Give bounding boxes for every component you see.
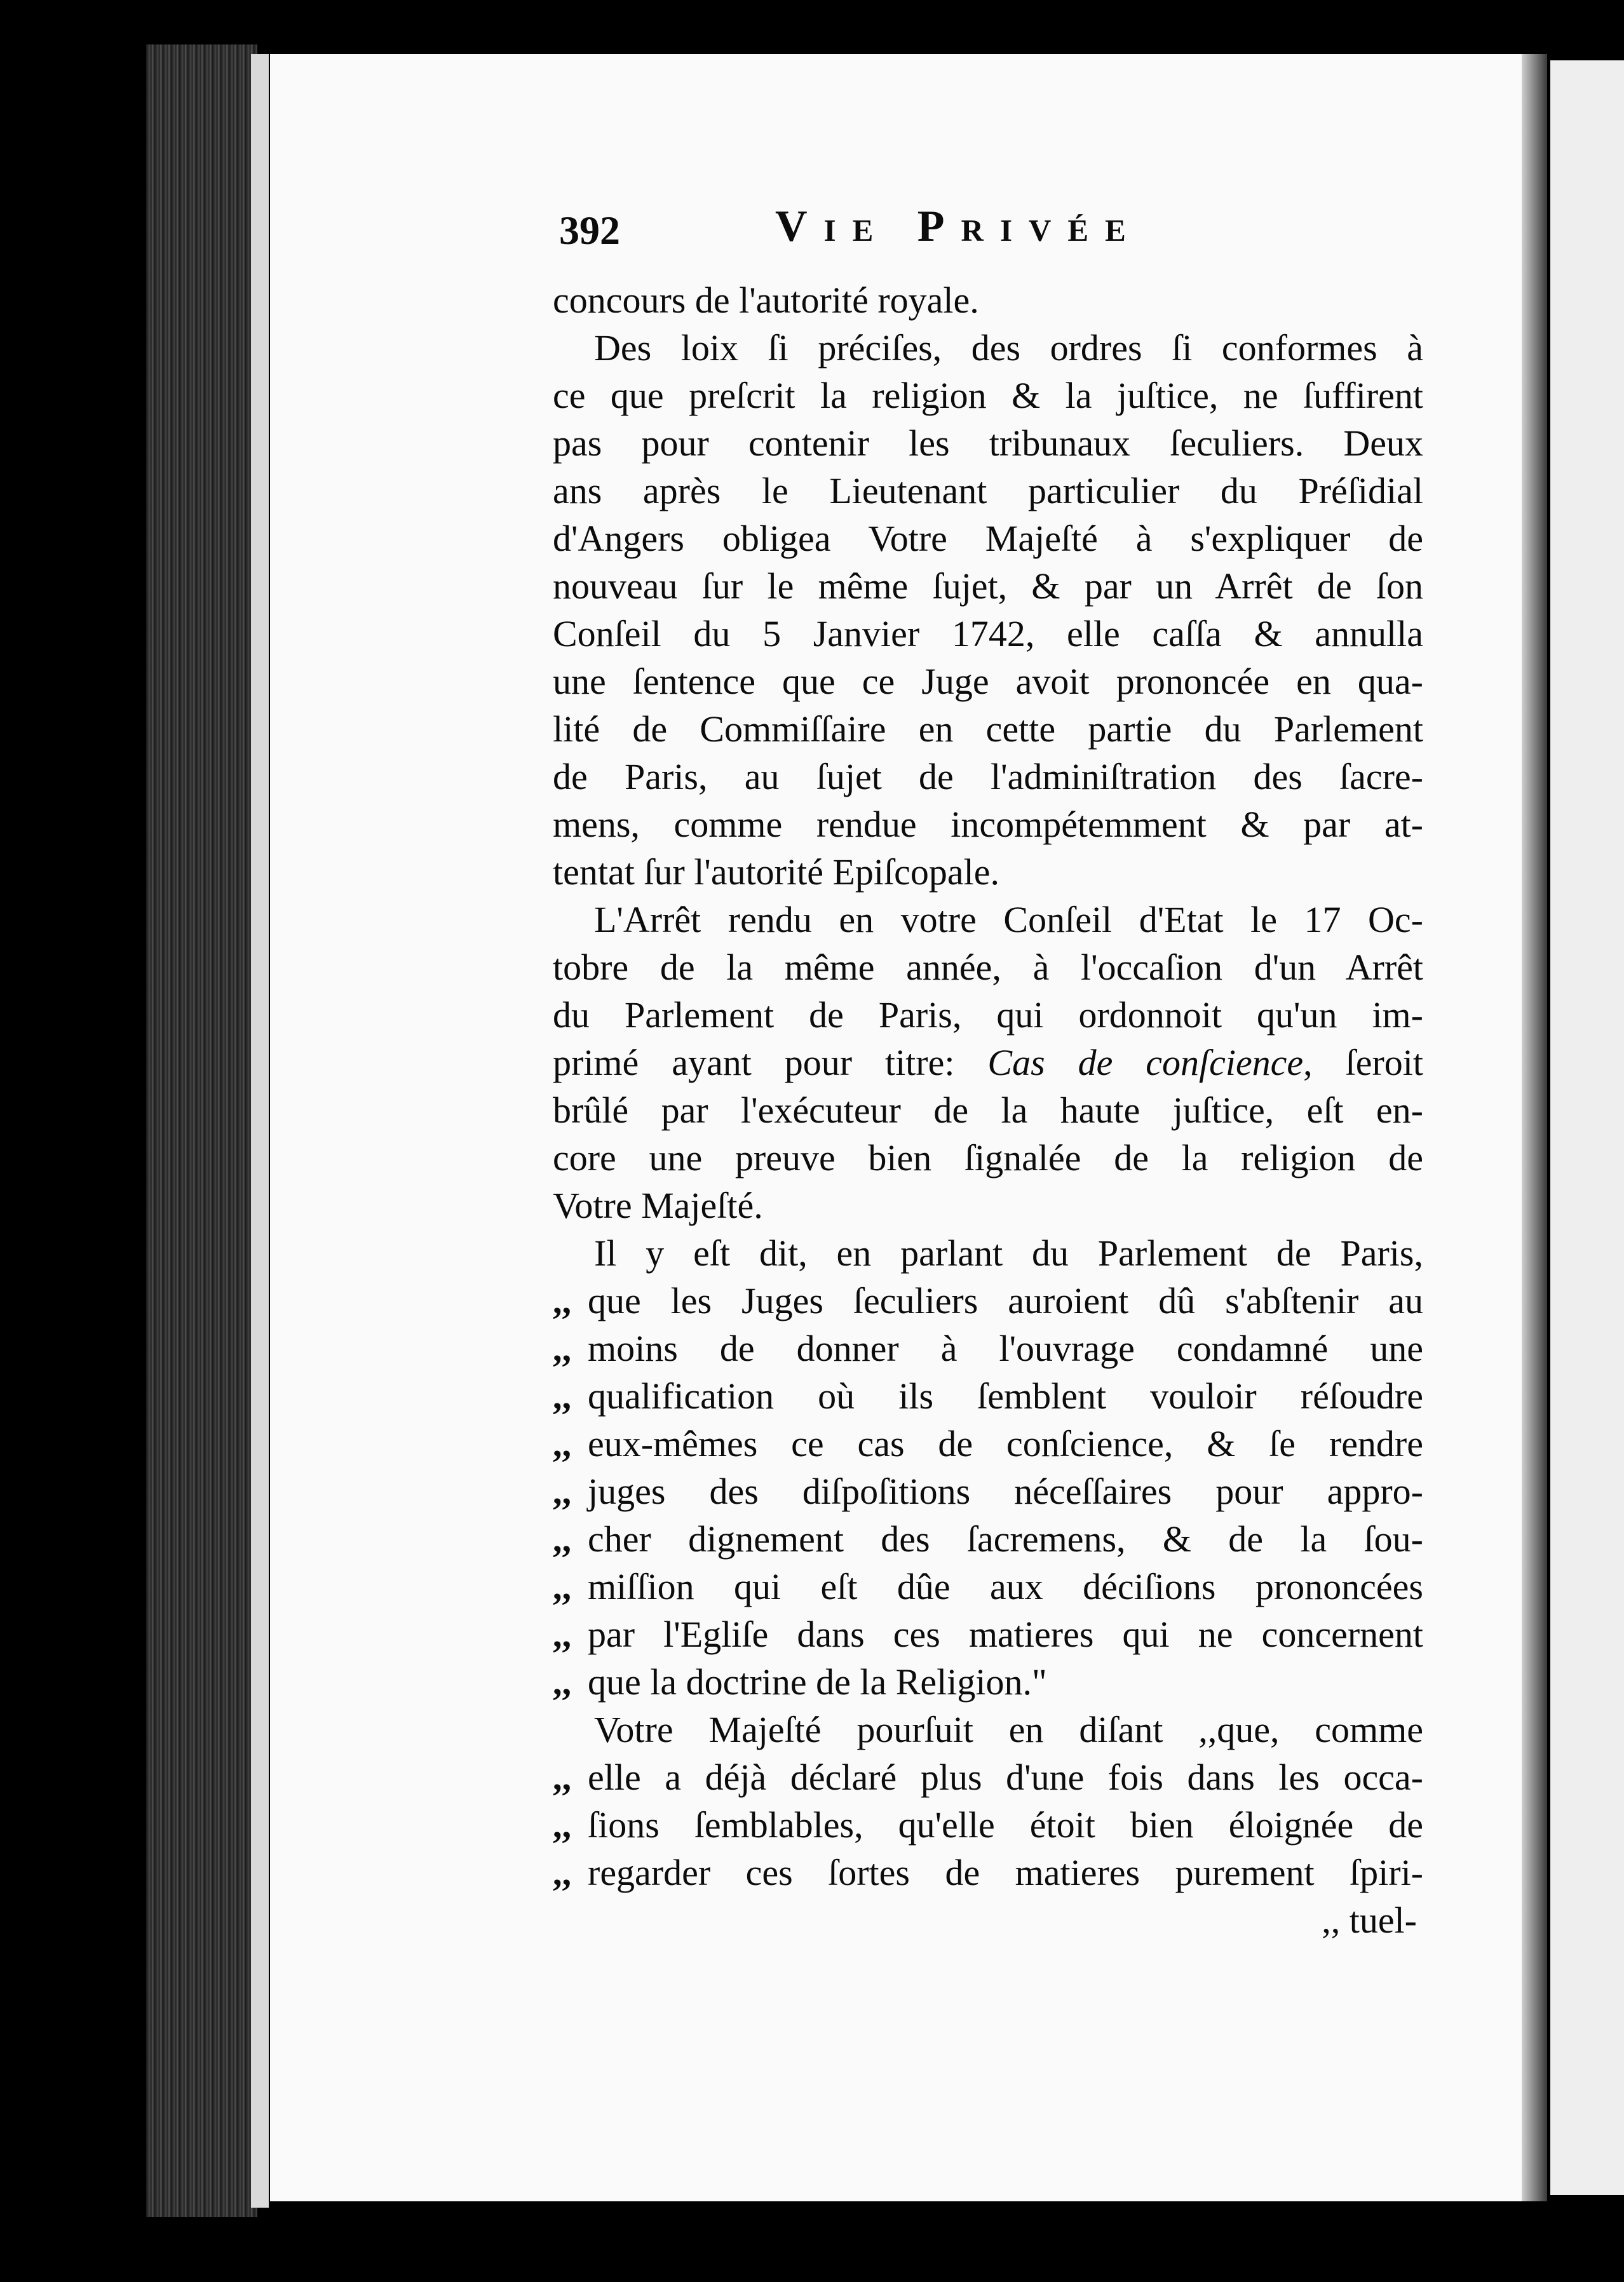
quote-mark: ,, [553, 1280, 571, 1321]
line-text: d'Angers obligea Votre Majeſté à s'expliquer de [553, 518, 1423, 559]
line-text: mens, comme rendue incompétemment & par at- [553, 804, 1423, 845]
line-text: eux-mêmes ce cas de conſcience, & ſe rendre [588, 1423, 1423, 1464]
text-line [553, 372, 1423, 419]
line-text: elle a déjà déclaré plus d'une fois dans les occa- [588, 1757, 1423, 1798]
page-text [553, 202, 1423, 1944]
page-header [553, 202, 1423, 276]
text-line [553, 324, 1423, 372]
line-text: que la doctrine de la Religion." [588, 1661, 1047, 1703]
quote-mark: ,, [553, 1852, 571, 1893]
text-line [553, 896, 1423, 943]
text-line [553, 515, 1423, 562]
line-text: pas pour contenir les tribunaux ſeculiers. Deux [553, 422, 1423, 464]
text-line [553, 1849, 1423, 1896]
text-line [553, 1706, 1423, 1753]
line-text: primé ayant pour titre: Cas de conſcience, ſeroit [553, 1042, 1423, 1083]
text-line [553, 991, 1423, 1039]
line-text: par l'Egliſe dans ces matieres qui ne concernent [588, 1614, 1423, 1655]
quote-mark: ,, [553, 1757, 571, 1798]
line-text: Votre Majeſté pourſuit en diſant ,,que, comme [594, 1709, 1423, 1750]
line-text: qualification où ils ſemblent vouloir réſoudre [588, 1375, 1423, 1417]
running-head: Vie Privée [775, 202, 1142, 251]
text-line [553, 1086, 1423, 1134]
line-text: moins de donner à l'ouvrage condamné une [588, 1328, 1423, 1369]
text-line [553, 1801, 1423, 1849]
line-text: L'Arrêt rendu en votre Conſeil d'Etat le 17 Oc- [594, 899, 1423, 940]
line-text: lité de Commiſſaire en cette partie du Parlement [553, 708, 1423, 750]
quote-mark: ,, [553, 1614, 571, 1655]
text-line [553, 1420, 1423, 1468]
line-text: du Parlement de Paris, qui ordonnoit qu'un im- [553, 994, 1423, 1036]
line-text: regarder ces ſortes de matieres purement ſpiri- [588, 1852, 1423, 1893]
text-line [553, 276, 1423, 324]
text-line [553, 1610, 1423, 1658]
line-text: tentat ſur l'autorité Epiſcopale. [553, 851, 999, 893]
text-line [553, 1372, 1423, 1420]
line-text: brûlé par l'exécuteur de la haute juſtice, eſt en- [553, 1090, 1423, 1131]
line-text: ans après le Lieutenant particulier du Préſidial [553, 470, 1423, 511]
page-edge [251, 54, 269, 2208]
text-line [553, 1515, 1423, 1563]
text-line [553, 610, 1423, 658]
line-text: juges des diſpoſitions néceſſaires pour appro- [588, 1471, 1423, 1512]
quote-mark: ,, [553, 1423, 571, 1464]
line-text: tobre de la même année, à l'occaſion d'un Arrêt [553, 947, 1423, 988]
line-text: ce que preſcrit la religion & la juſtice, ne ſuffirent [553, 375, 1423, 416]
gutter-shadow [1522, 54, 1547, 2201]
line-text: que les Juges ſeculiers auroient dû s'abſtenir au [588, 1280, 1423, 1321]
quote-mark: ,, [553, 1471, 571, 1512]
book-edge [146, 44, 257, 2217]
line-text: miſſion qui eſt dûe aux déciſions prononcées [588, 1566, 1423, 1607]
line-text: ſions ſemblables, qu'elle étoit bien éloignée de [588, 1804, 1423, 1846]
text-line [553, 943, 1423, 991]
line-text: Des loix ſi préciſes, des ordres ſi conformes à [594, 327, 1423, 368]
quote-mark: ,, [553, 1804, 571, 1846]
text-line [553, 753, 1423, 800]
page-number: 392 [559, 208, 620, 253]
text-line [553, 419, 1423, 467]
quote-mark: ,, [553, 1518, 571, 1560]
line-text: Il y eſt dit, en parlant du Parlement de Paris, [594, 1232, 1423, 1274]
text-line [553, 467, 1423, 515]
text-line [553, 1563, 1423, 1610]
line-text: une ſentence que ce Juge avoit prononcée en qua- [553, 661, 1423, 702]
line-text: nouveau ſur le même ſujet, & par un Arrêt de ſon [553, 565, 1423, 607]
text-line [553, 1134, 1423, 1182]
line-text: cher dignement des ſacremens, & de la ſou- [588, 1518, 1423, 1560]
text-line [553, 1753, 1423, 1801]
catchword: ,, tuel- [1322, 1900, 1417, 1941]
text-line [553, 1039, 1423, 1086]
text-line [553, 848, 1423, 896]
facing-page [1550, 60, 1624, 2195]
text-line [553, 1182, 1423, 1229]
text-line [553, 562, 1423, 610]
text-line [553, 1325, 1423, 1372]
text-line [553, 800, 1423, 848]
line-text: core une preuve bien ſignalée de la religion de [553, 1137, 1423, 1178]
text-line [553, 1468, 1423, 1515]
line-text: Conſeil du 5 Janvier 1742, elle caſſa & annulla [553, 613, 1423, 654]
text-line [553, 658, 1423, 705]
quote-mark: ,, [553, 1375, 571, 1417]
text-line [553, 1229, 1423, 1277]
line-text: de Paris, au ſujet de l'adminiſtration des ſacre- [553, 756, 1423, 797]
text-line [553, 1658, 1423, 1706]
text-line [553, 705, 1423, 753]
body-text [553, 276, 1423, 1896]
quote-mark: ,, [553, 1661, 571, 1703]
line-text: Votre Majeſté. [553, 1185, 763, 1226]
quote-mark: ,, [553, 1328, 571, 1369]
quote-mark: ,, [553, 1566, 571, 1607]
line-text: concours de l'autorité royale. [553, 280, 979, 321]
text-line [553, 1277, 1423, 1325]
